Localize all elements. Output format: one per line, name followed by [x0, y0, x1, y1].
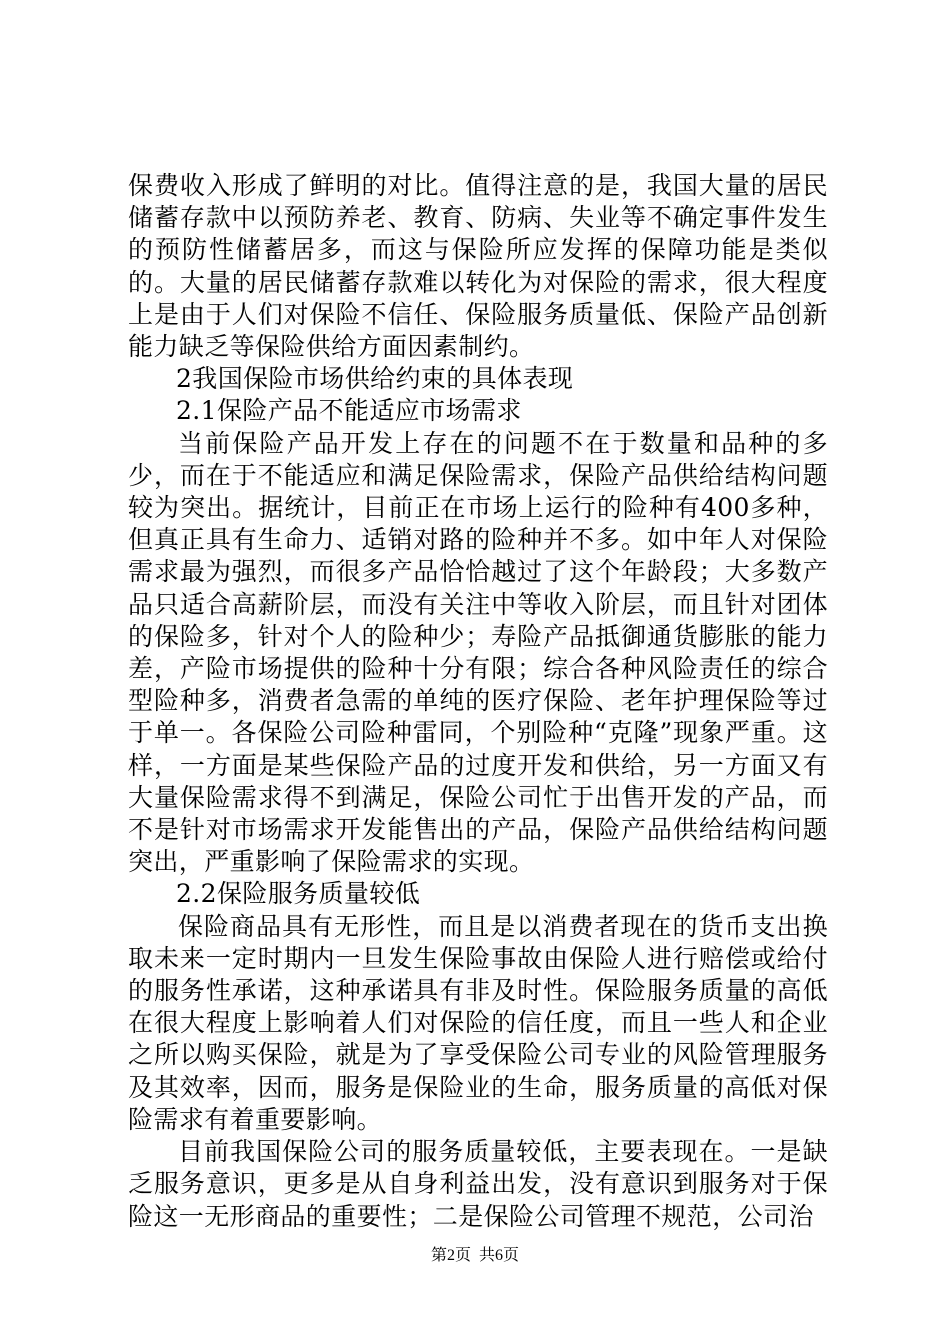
paragraph-1: 保费收入形成了鲜明的对比。值得注意的是，我国大量的居民储蓄存款中以预防养老、教育、防病、失业等不确定事件发生的预防性储蓄居多，而这与保险所应发挥的保障功能是类似的。大量的居民储蓄存款难以转化为对保险的需求，很大程度上是由于人们对保险不信任、保险服务质量低、保险产品创新能力缺乏等保险供给方面因素制约。 — [128, 171, 828, 362]
subsection-heading-2-2: 2.2保险服务质量较低 — [176, 879, 421, 909]
section-heading-2: 2我国保险市场供给约束的具体表现 — [176, 364, 574, 394]
page-footer — [0, 1246, 950, 1266]
subsection-heading-2-1: 2.1保险产品不能适应市场需求 — [176, 396, 522, 426]
document-body — [128, 170, 828, 1233]
paragraph-2-2-body: 保险商品具有无形性，而且是以消费者现在的货币支出换取未来一定时期内一旦发生保险事故由保险人进行赔偿或给付的服务性承诺，这种承诺具有非及时性。保险服务质量的高低在很大程度上影响着人们对保险的信任度，而且一些人和企业之所以购买保险，就是为了享受保险公司专业的风险管理服务及其效率，因而，服务是保险业的生命，服务质量的高低对保险需求有着重要影响。 — [128, 911, 828, 1134]
page-total: 共6页 — [479, 1247, 520, 1264]
paragraph-2-1-body: 当前保险产品开发上存在的问题不在于数量和品种的多少，而在于不能适应和满足保险需求，保险产品供给结构问题较为突出。据统计，目前正在市场上运行的险种有400多种，但真正具有生命力、适销对路的险种并不多。如中年人对保险需求最为强烈，而很多产品恰恰越过了这个年龄段；大多数产品只适合高薪阶层，而没有关注中等收入阶层，而且针对团体的保险多，针对个人的险种少；寿险产品抵御通货膨胀的能力差，产险市场提供的险种十分有限；综合各种风险责任的综合型险种多，消费者急需的单纯的医疗保险、老年护理保险等过于单一。各保险公司险种雷同，个别险种“克隆”现象严重。这样，一方面是某些保险产品的过度开发和供给，另一方面又有大量保险需求得不到满足，保险公司忙于出售开发的产品，而不是针对市场需求开发能售出的产品，保险产品供给结构问题突出，严重影响了保险需求的实现。 — [128, 428, 828, 877]
page-number: 第2页 — [430, 1247, 471, 1264]
paragraph-2-2-continued: 目前我国保险公司的服务质量较低，主要表现在。一是缺乏服务意识，更多是从自身利益出发，没有意识到服务对于保险这一无形商品的重要性；二是保险公司管理不规范，公司治 — [128, 1137, 828, 1231]
